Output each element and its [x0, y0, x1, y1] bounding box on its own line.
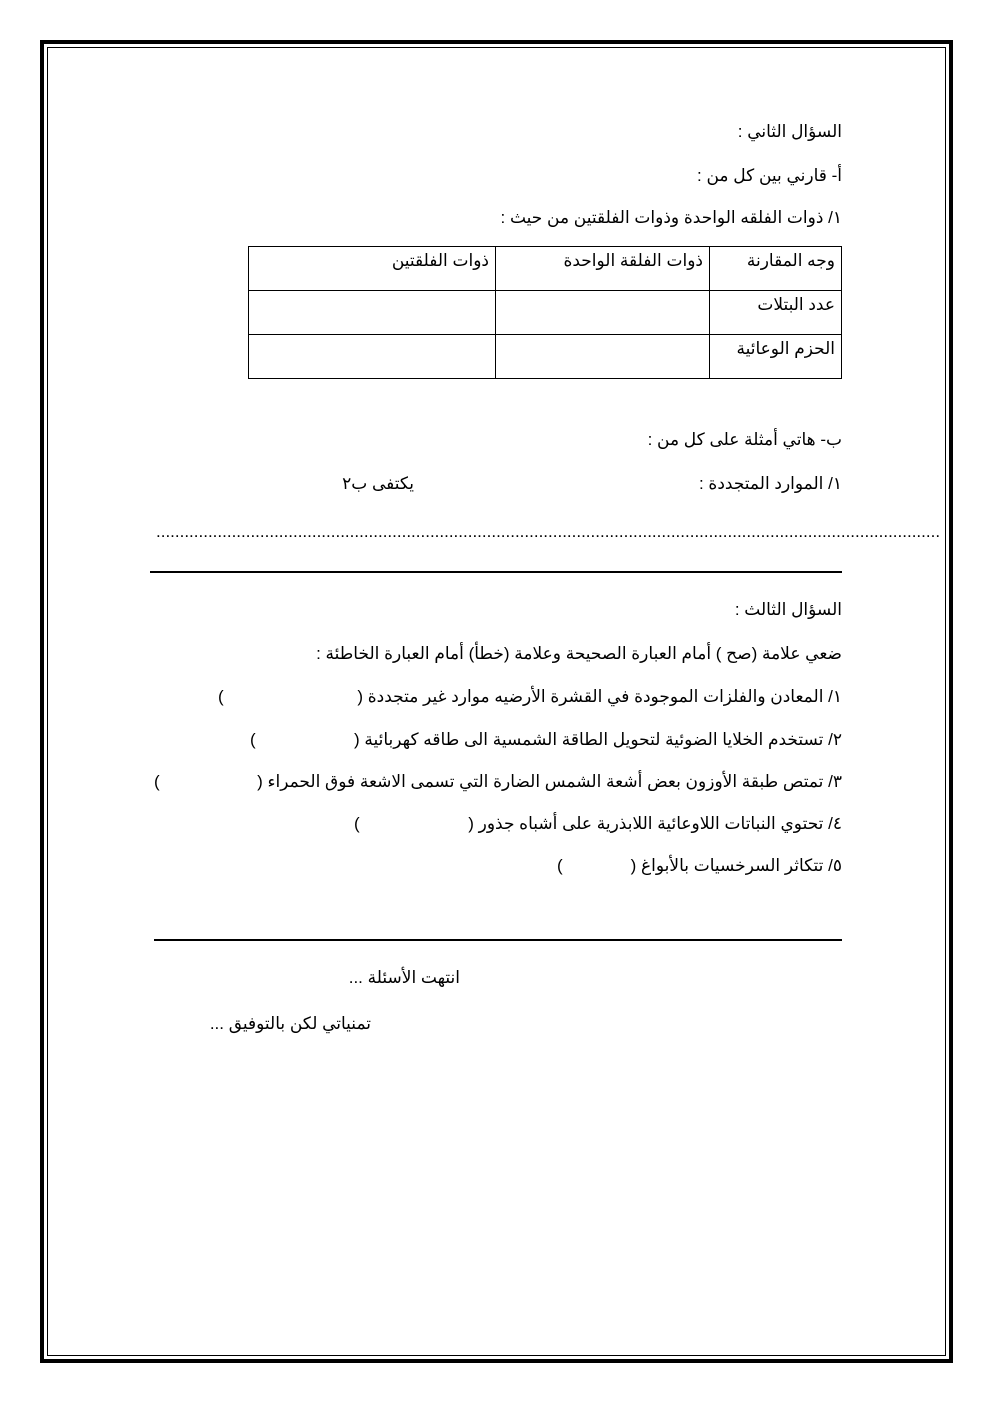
- statement-5-close-paren[interactable]: ): [557, 856, 563, 875]
- table-header-cell: ذوات الفلقة الواحدة: [496, 247, 710, 291]
- q2-part-a: أ- قارني بين كل من :: [697, 166, 842, 185]
- table-answer-cell[interactable]: [249, 335, 496, 379]
- q2-b-note: يكتفى ب٢: [342, 474, 414, 493]
- statement-3-close-paren[interactable]: ): [154, 772, 160, 791]
- table-answer-cell[interactable]: [496, 291, 710, 335]
- statement-4: ٤/ تحتوي النباتات اللاوعائية اللابذرية على أشباه جذور (: [468, 814, 842, 833]
- statement-2-close-paren[interactable]: ): [250, 730, 256, 749]
- statement-3: ٣/ تمتص طبقة الأوزون بعض أشعة الشمس الضارة التي تسمى الاشعة فوق الحمراء (: [257, 772, 842, 791]
- table-answer-cell[interactable]: [496, 335, 710, 379]
- q2-item-1: ١/ ذوات الفلقه الواحدة وذوات الفلقتين من حيث :: [500, 208, 842, 227]
- table-answer-cell[interactable]: [249, 291, 496, 335]
- table-header-cell: ذوات الفلقتين: [249, 247, 496, 291]
- statement-2: ٢/ تستخدم الخلايا الضوئية لتحويل الطاقة الشمسية الى طاقه كهربائية (: [353, 730, 842, 749]
- footer-divider: [154, 939, 842, 941]
- table-header-cell: وجه المقارنة: [710, 247, 842, 291]
- q2-title: السؤال الثاني :: [737, 122, 842, 141]
- statement-5: ٥/ تتكاثر السرخسيات بالأبواغ (: [630, 856, 842, 875]
- q2-part-b: ب- هاتي أمثلة على كل من :: [647, 430, 842, 449]
- end-of-questions: انتهت الأسئلة ...: [348, 968, 460, 987]
- table-row: [249, 335, 842, 379]
- comparison-table: [248, 246, 842, 379]
- section-divider: [150, 571, 842, 573]
- table-cell: عدد البتلات: [710, 291, 842, 335]
- q3-instruction: ضعي علامة (صح ) أمام العبارة الصحيحة وعلامة (خطأ) أمام العبارة الخاطئة :: [316, 644, 842, 663]
- statement-1: ١/ المعادن والفلزات الموجودة في القشرة الأرضيه موارد غير متجددة (: [357, 687, 842, 706]
- statement-1-close-paren[interactable]: ): [218, 687, 224, 706]
- statement-4-close-paren[interactable]: ): [354, 814, 360, 833]
- table-cell: الحزم الوعائية: [710, 335, 842, 379]
- good-luck-message: تمنياتي لكن بالتوفيق ...: [209, 1014, 371, 1033]
- q2-b-item-1: ١/ الموارد المتجددة :: [698, 474, 842, 493]
- table-header-row: [249, 247, 842, 291]
- q3-title: السؤال الثالث :: [734, 600, 842, 619]
- table-row: [249, 291, 842, 335]
- answer-dotted-line[interactable]: ......................................................................................................................................................................: [156, 522, 941, 541]
